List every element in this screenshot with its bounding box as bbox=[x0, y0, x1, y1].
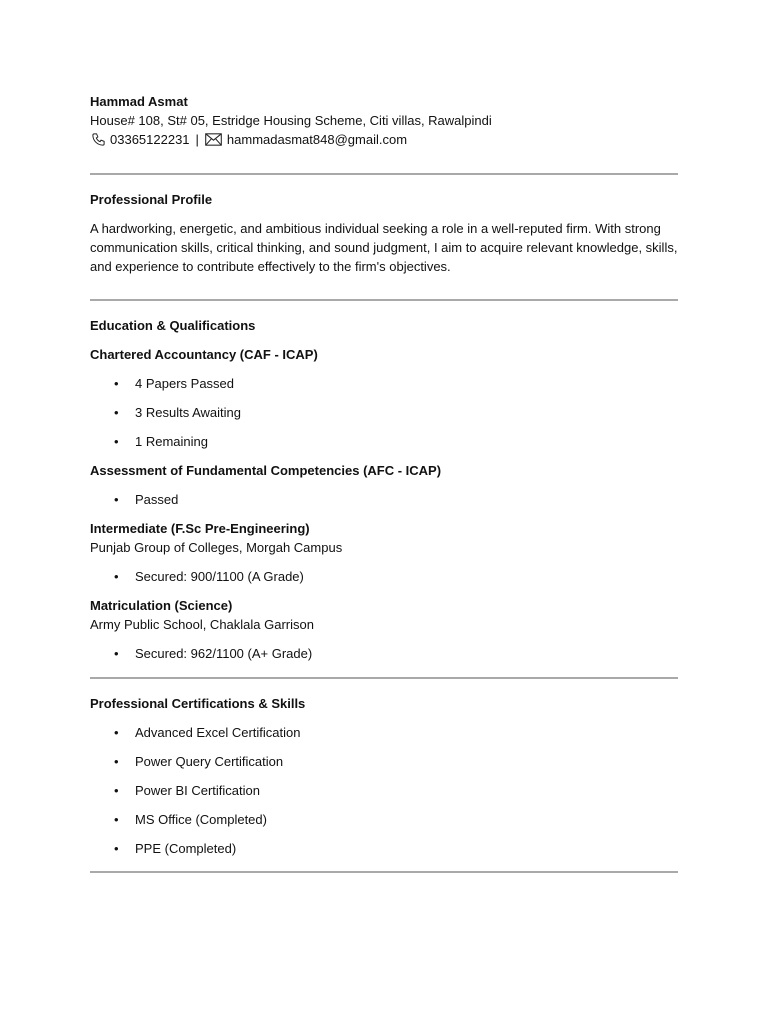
section-divider bbox=[90, 871, 678, 873]
certifications-list bbox=[90, 723, 678, 868]
list-item: • Secured: 900/1100 (A Grade) bbox=[90, 567, 678, 596]
list-item: • 3 Results Awaiting bbox=[90, 403, 678, 432]
list-item: • 1 Remaining bbox=[90, 432, 678, 461]
list-item: • MS Office (Completed) bbox=[90, 810, 678, 839]
profile-text: A hardworking, energetic, and ambitious individual seeking a role in a well-reputed firm. With strong communication skills, critical thinking, and sound judgment, I aim to acquire relevant knowledge, skills, and experience to contribute effectively to the firm's objectives. bbox=[90, 221, 678, 274]
ca-title: Chartered Accountancy (CAF - ICAP) bbox=[90, 347, 318, 362]
list-item: • Power Query Certification bbox=[90, 752, 678, 781]
ca-list bbox=[90, 374, 678, 461]
phone-number: 03365122231 bbox=[110, 132, 190, 147]
address: House# 108, St# 05, Estridge Housing Scheme, Citi villas, Rawalpindi bbox=[90, 113, 492, 128]
matric-title: Matriculation (Science) bbox=[90, 598, 233, 613]
contact-separator: | bbox=[195, 132, 199, 147]
section-divider bbox=[90, 677, 678, 679]
candidate-name: Hammad Asmat bbox=[90, 94, 188, 109]
contact-row bbox=[90, 130, 678, 149]
list-item: • Passed bbox=[90, 490, 678, 519]
list-item: • Advanced Excel Certification bbox=[90, 723, 678, 752]
intermediate-list bbox=[90, 567, 678, 596]
education-heading: Education & Qualifications bbox=[90, 318, 256, 333]
afc-title: Assessment of Fundamental Competencies (AFC - ICAP) bbox=[90, 463, 442, 478]
certifications-heading: Professional Certifications & Skills bbox=[90, 696, 306, 711]
list-item: • Secured: 962/1100 (A+ Grade) bbox=[90, 644, 678, 673]
profile-heading: Professional Profile bbox=[90, 192, 213, 207]
section-divider bbox=[90, 173, 678, 175]
list-item: • PPE (Completed) bbox=[90, 839, 678, 868]
matric-institution: Army Public School, Chaklala Garrison bbox=[90, 617, 314, 632]
list-item: • 4 Papers Passed bbox=[90, 374, 678, 403]
phone-icon bbox=[90, 132, 106, 148]
list-item: • Power BI Certification bbox=[90, 781, 678, 810]
afc-list bbox=[90, 490, 678, 519]
email-address: hammadasmat848@gmail.com bbox=[226, 132, 408, 147]
intermediate-title: Intermediate (F.Sc Pre-Engineering) bbox=[90, 521, 310, 536]
intermediate-institution: Punjab Group of Colleges, Morgah Campus bbox=[90, 540, 343, 555]
envelope-icon bbox=[205, 132, 223, 148]
matric-list bbox=[90, 644, 678, 673]
resume-page bbox=[90, 92, 678, 873]
section-divider bbox=[90, 299, 678, 301]
